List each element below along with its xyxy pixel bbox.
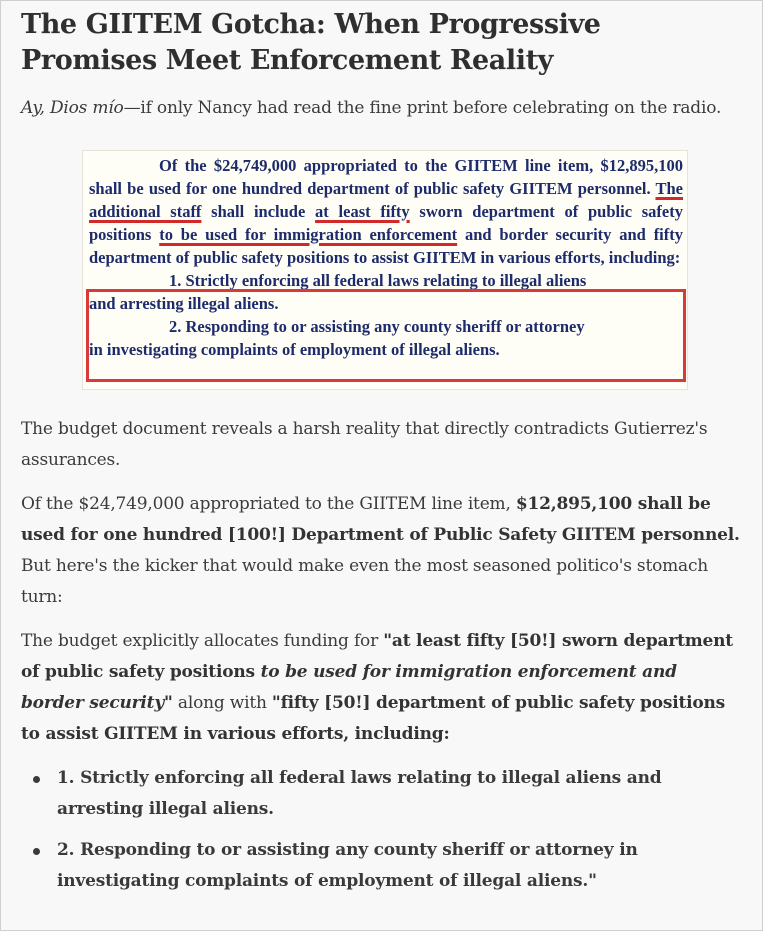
scan-text-1: shall include [201, 202, 316, 221]
paragraph-3 [21, 626, 744, 750]
scan-underline-immigration: to be used for immigration enforcement [159, 225, 458, 244]
scan-item-1-cont: and arresting illegal aliens. [89, 294, 279, 313]
budget-document-image [82, 150, 688, 390]
paragraph-1: The budget document reveals a harsh reality that directly contradicts Gutierrez's assurances. [21, 419, 708, 470]
scan-item-1-line: 1. Strictly enforcing all federal laws relating to illegal aliens [169, 271, 587, 290]
p3-text-e: along with [172, 693, 272, 713]
p2-text-a: Of the $24,749,000 appropriated to the GIITEM line item, [21, 494, 516, 514]
paragraph-2 [21, 489, 744, 613]
bullet-list [21, 763, 744, 897]
p2-bold: $12,895,100 shall be used for one hundred [100!] Department of Public Safety GIITEM personnel. [21, 494, 740, 545]
scan-underline-additional-staff: The additional staff [89, 179, 683, 221]
p3-bold-1: "at least fifty [50!] sworn department of public safety positions [21, 631, 733, 682]
scan-item-1 [89, 269, 683, 315]
scan-item-2 [89, 315, 683, 361]
scan-underline-at-least-fifty: at least fifty [315, 202, 410, 221]
intro-emphasis: Ay, Dios mío [21, 98, 124, 118]
intro-text: —if only Nancy had read the fine print before celebrating on the radio. [123, 98, 722, 118]
scan-item-2-cont: in investigating complaints of employment of illegal aliens. [89, 340, 500, 359]
p3-text-a: The budget explicitly allocates funding for [21, 631, 384, 651]
list-item: 2. Responding to or assisting any county sheriff or attorney in investigating complaints of employment of illegal aliens." [21, 835, 744, 897]
p3-bold-italic: to be used for immigration enforcement and border security [21, 662, 677, 713]
p3-close-quote: " [164, 693, 173, 713]
p2-text-c: But here's the kicker that would make even the most seasoned politico's stomach turn: [21, 556, 709, 607]
scan-text-2: sworn department of public safety positions [89, 202, 683, 244]
scan-item-2-line: 2. Responding to or assisting any county sheriff or attorney [169, 317, 585, 336]
article-title: The GIITEM Gotcha: When Progressive Promises Meet Enforcement Reality [21, 9, 601, 76]
p3-bold-2: "fifty [50!] department of public safety positions to assist GIITEM in various efforts, including: [21, 693, 726, 744]
list-item: 1. Strictly enforcing all federal laws relating to illegal aliens and arresting illegal aliens. [21, 763, 744, 825]
scan-para-a: Of the $24,749,000 appropriated to the GIITEM line item, $12,895,100 shall be used for one hundred department of public safety GIITEM personnel. [89, 156, 683, 198]
scan-text-3: and border security and fifty department of public safety positions to assist GIITEM in various efforts, including: [89, 225, 684, 267]
budget-scan-text [83, 151, 687, 361]
intro-paragraph [21, 93, 744, 124]
article [1, 1, 762, 897]
